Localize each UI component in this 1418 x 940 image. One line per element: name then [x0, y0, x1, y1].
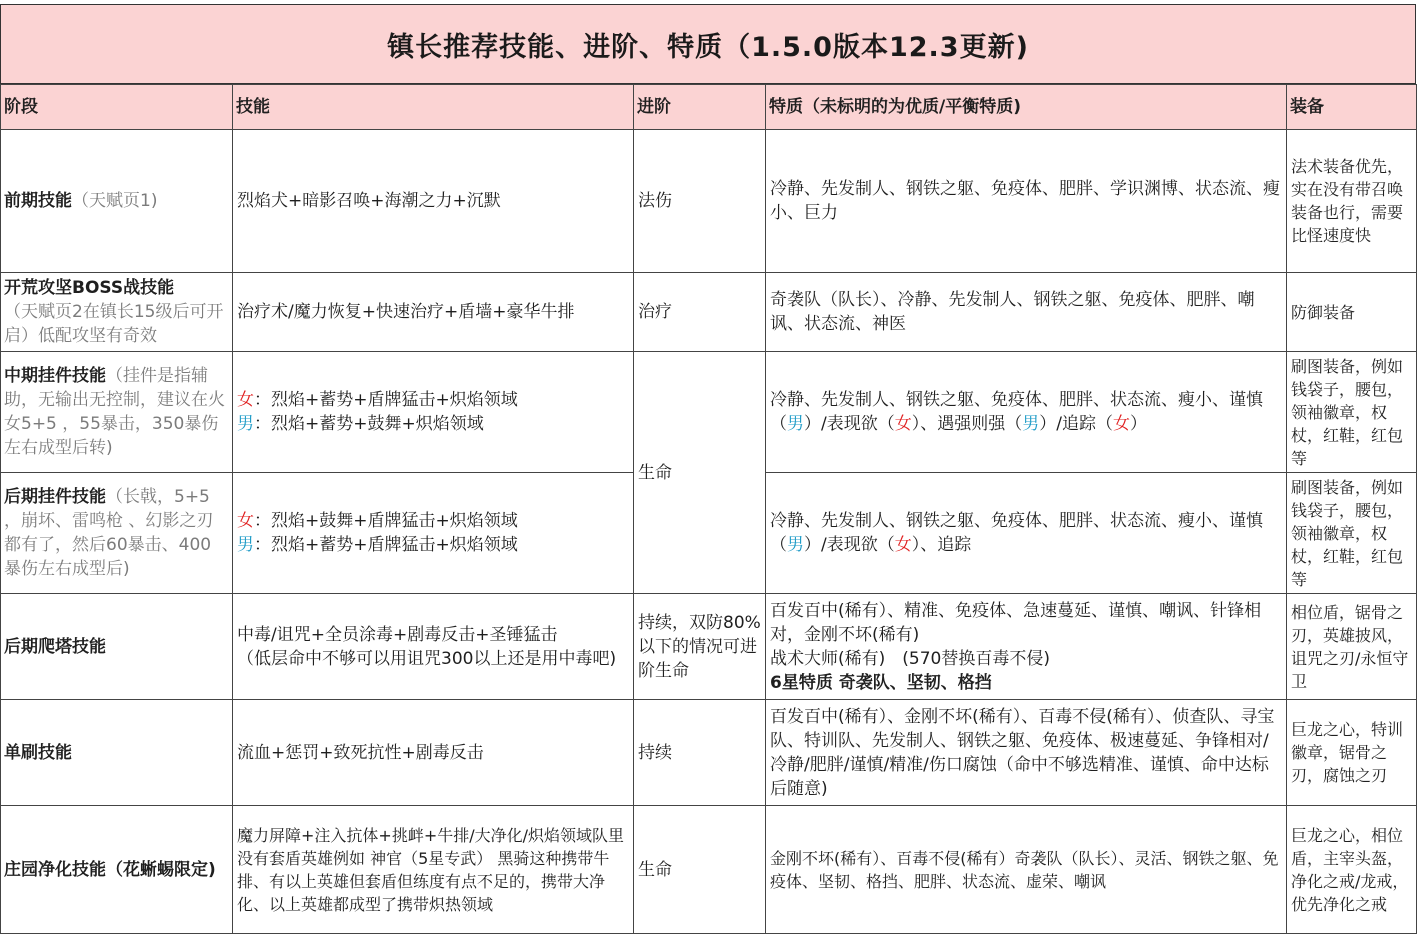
cell-equip[interactable]: 相位盾，锯骨之刃，英雄披风，诅咒之刃/永恒守卫 [1287, 594, 1417, 700]
cell-skill[interactable]: 流血+惩罚+致死抗性+剧毒反击 [233, 700, 634, 806]
header-equip[interactable]: 装备 [1287, 85, 1417, 130]
male-mark: 男 [787, 535, 804, 555]
cell-skill[interactable]: 烈焰犬+暗影召唤+海潮之力+沉默 [233, 130, 634, 273]
stage-note: （天赋页2在镇长15级后可开启）低配攻坚有奇效 [4, 302, 224, 346]
cell-trait[interactable] [766, 352, 1287, 473]
trait-text: 冷静、先发制人、钢铁之躯、免疫体、肥胖、状态流、瘦小、谨慎（ [770, 390, 1263, 434]
stage-name: 前期技能 [4, 191, 72, 211]
trait-text: ）、遇强则强（ [911, 414, 1023, 434]
table-row [1, 594, 1417, 700]
female-mark: 女 [894, 414, 912, 434]
cell-equip[interactable]: 防御装备 [1287, 273, 1417, 352]
male-mark: 男 [1022, 414, 1040, 434]
male-skill: ：烈焰+蓄势+鼓舞+炽焰领域 [254, 414, 484, 434]
cell-stage[interactable] [1, 806, 233, 934]
cell-equip[interactable]: 刷图装备，例如钱袋子，腰包，领袖徽章，权杖，红鞋，红包等 [1287, 352, 1417, 473]
stage-name: 后期挂件技能 [4, 487, 106, 507]
skill-main: 中毒/诅咒+全员涂毒+剧毒反击+圣锤猛击 [237, 624, 558, 645]
cell-trait[interactable]: 奇袭队（队长）、冷静、先发制人、钢铁之躯、免疫体、肥胖、嘲讽、状态流、神医 [766, 273, 1287, 352]
trait-line: 战术大师(稀有) (570替换百毒不侵) [770, 648, 1050, 669]
stage-name: 开荒攻坚BOSS战技能 [4, 278, 175, 298]
table-row [1, 806, 1417, 934]
male-label: 男 [237, 535, 254, 555]
trait-text: 冷静、先发制人、钢铁之躯、免疫体、肥胖、状态流、瘦小、谨慎（ [770, 511, 1263, 555]
male-skill: ：烈焰+蓄势+盾牌猛击+炽焰领域 [254, 535, 518, 555]
cell-skill[interactable]: 治疗术/魔力恢复+快速治疗+盾墙+豪华牛排 [233, 273, 634, 352]
cell-stage[interactable] [1, 473, 233, 594]
trait-line: 百发百中(稀有）、精准、免疫体、急速蔓延、谨慎、嘲讽、针锋相对，金刚不坏(稀有) [770, 600, 1262, 645]
cell-advance[interactable]: 生命 [634, 806, 766, 934]
stage-note: （挂件是指辅助，无输出无控制，建议在火女5+5 ，55暴击，350暴伤左右成型后转) [4, 366, 225, 458]
table-row [1, 352, 1417, 473]
female-label: 女 [237, 390, 254, 410]
female-skill: ：烈焰+鼓舞+盾牌猛击+炽焰领域 [254, 511, 518, 531]
cell-advance[interactable]: 持续，双防80%以下的情况可进阶生命 [634, 594, 766, 700]
header-row [1, 85, 1417, 130]
header-stage[interactable]: 阶段 [1, 85, 233, 130]
stage-note: （长戟，5+5 ，崩坏、雷鸣枪 、幻影之刃都有了，然后60暴击、400暴伤左右成型后) [4, 487, 214, 579]
header-skill[interactable]: 技能 [233, 85, 634, 130]
cell-trait[interactable] [766, 473, 1287, 594]
cell-skill[interactable]: 魔力屏障+注入抗体+挑衅+牛排/大净化/炽焰领域队里没有套盾英雄例如 神官（5星专武） 黑骑这种携带牛排、有以上英雄但套盾但练度有点不足的，携带大净化、以上英雄都成型了携带炽热领域 [233, 806, 634, 934]
cell-advance[interactable]: 法伤 [634, 130, 766, 273]
cell-equip[interactable]: 巨龙之心，特训徽章，锯骨之刃，腐蚀之刃 [1287, 700, 1417, 806]
female-label: 女 [237, 511, 254, 531]
male-mark: 男 [787, 414, 804, 434]
trait-text: ）/表现欲（ [804, 535, 895, 555]
cell-trait[interactable]: 百发百中(稀有）、金刚不坏(稀有）、百毒不侵(稀有）、侦查队、寻宝队、特训队、先发制人、钢铁之躯、免疫体、极速蔓延、争锋相对/冷静/肥胖/谨慎/精准/伤口腐蚀（命中不够选精准、谨慎、命中达标后随意) [766, 700, 1287, 806]
skills-table [0, 84, 1417, 934]
cell-equip[interactable]: 刷图装备，例如钱袋子，腰包，领袖徽章，权杖，红鞋，红包等 [1287, 473, 1417, 594]
female-mark: 女 [894, 535, 912, 555]
cell-advance[interactable]: 持续 [634, 700, 766, 806]
cell-skill[interactable] [233, 594, 634, 700]
cell-skill[interactable] [233, 352, 634, 473]
stage-name: 后期爬塔技能 [4, 636, 106, 657]
female-mark: 女 [1112, 414, 1130, 434]
header-advance[interactable]: 进阶 [634, 85, 766, 130]
header-trait[interactable]: 特质（未标明的为优质/平衡特质) [766, 85, 1287, 130]
trait-line-six-star: 6星特质 奇袭队、坚韧、格挡 [770, 672, 992, 693]
cell-skill[interactable] [233, 473, 634, 594]
sheet-title: 镇长推荐技能、进阶、特质（1.5.0版本12.3更新) [387, 31, 1029, 63]
cell-stage[interactable] [1, 594, 233, 700]
cell-advance-merged[interactable]: 生命 [634, 352, 766, 594]
cell-advance[interactable]: 治疗 [634, 273, 766, 352]
female-skill: ：烈焰+蓄势+盾牌猛击+炽焰领域 [254, 390, 518, 410]
cell-stage[interactable] [1, 130, 233, 273]
table-row [1, 273, 1417, 352]
stage-name: 中期挂件技能 [4, 366, 106, 386]
sheet-title-cell[interactable] [0, 4, 1416, 84]
stage-name: 单刷技能 [4, 742, 72, 763]
table-row [1, 130, 1417, 273]
stage-note: （天赋页1) [72, 191, 158, 211]
skill-note: （低层命中不够可以用诅咒300以上还是用中毒吧) [237, 648, 617, 669]
cell-equip[interactable]: 法术装备优先，实在没有带召唤装备也行，需要比怪速度快 [1287, 130, 1417, 273]
cell-stage[interactable] [1, 700, 233, 806]
cell-stage[interactable] [1, 273, 233, 352]
trait-text: ）、追踪 [911, 535, 972, 555]
trait-text: ）/表现欲（ [804, 414, 895, 434]
table-row [1, 700, 1417, 806]
male-label: 男 [237, 414, 254, 434]
cell-stage[interactable] [1, 352, 233, 473]
cell-equip[interactable]: 巨龙之心，相位盾，主宰头盔，净化之戒/龙戒，优先净化之戒 [1287, 806, 1417, 934]
cell-trait[interactable] [766, 594, 1287, 700]
trait-text: ）/追踪（ [1039, 414, 1113, 434]
trait-text: ） [1129, 414, 1147, 434]
stage-name: 庄园净化技能（花蜥蜴限定) [4, 859, 216, 880]
cell-trait[interactable]: 金刚不坏(稀有）、百毒不侵(稀有）奇袭队（队长）、灵活、钢铁之躯、免疫体、坚韧、格挡、肥胖、状态流、虚荣、嘲讽 [766, 806, 1287, 934]
cell-trait[interactable]: 冷静、先发制人、钢铁之躯、免疫体、肥胖、学识渊博、状态流、瘦小、巨力 [766, 130, 1287, 273]
